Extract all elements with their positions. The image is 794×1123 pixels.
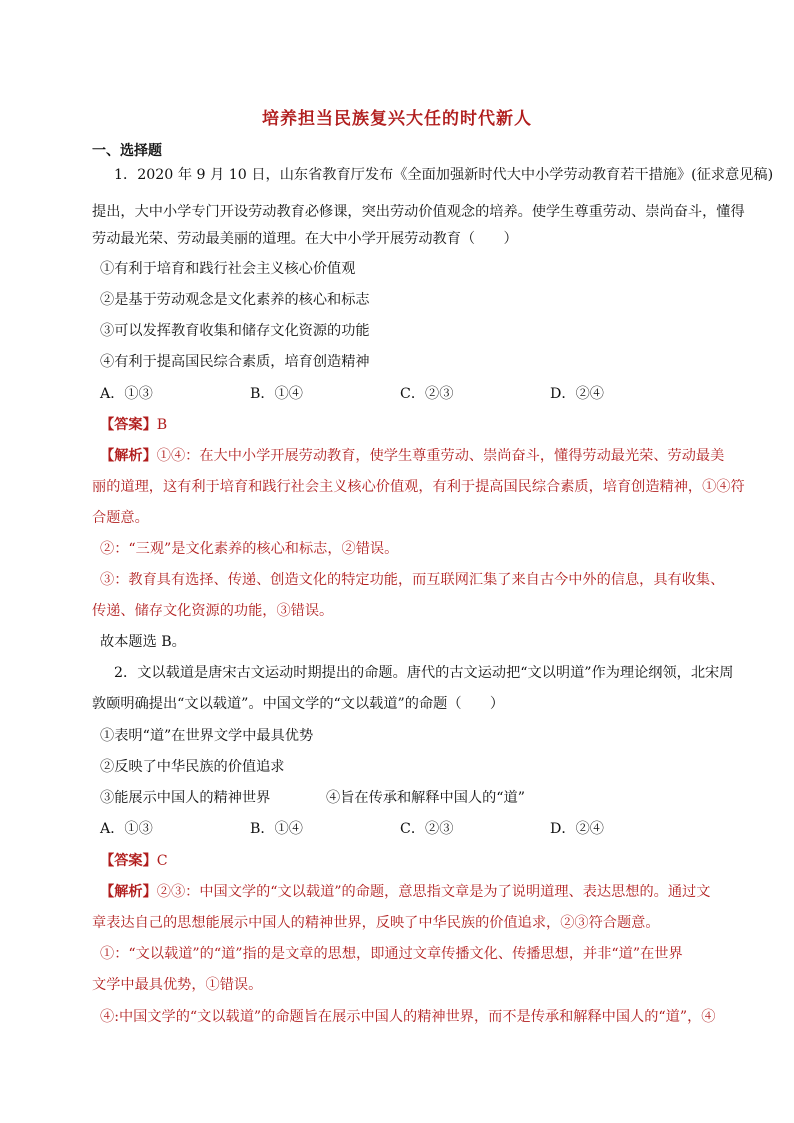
q2-answer xyxy=(100,854,168,868)
option-a: A．①③ xyxy=(100,386,153,402)
q1-stem-line: 提出，大中小学专门开设劳动教育必修课，突出劳动价值观念的培养。使学生尊重劳动、崇尚奋斗，懂得 xyxy=(92,204,745,220)
answer-tag: 【答案】 xyxy=(100,417,157,433)
option-d: D．②④ xyxy=(550,386,604,402)
q1-analysis-line: ③：教育具有选择、传递、创造文化的特定功能，而互联网汇集了来自古今中外的信息，具有收集、 xyxy=(100,572,725,588)
option-c: C．②③ xyxy=(400,386,454,402)
option-b: B．①④ xyxy=(250,821,303,837)
q1-options xyxy=(100,387,604,401)
analysis-tag: 【解析】 xyxy=(100,884,157,900)
q2-analysis-line: ④:中国文学的“文以载道”的命题旨在展示中国人的精神世界，而不是传承和解释中国人的“道”，④ xyxy=(100,1009,716,1025)
q1-analysis-line xyxy=(100,449,724,463)
q2-analysis-line: 文学中最具优势，①错误。 xyxy=(92,977,263,993)
q1-analysis-line: 丽的道理，这有利于培育和践行社会主义核心价值观，有利于提高国民综合素质，培育创造精神，①④符 xyxy=(92,479,745,495)
q2-analysis-line xyxy=(100,885,710,899)
q1-item: ④有利于提高国民综合素质，培育创造精神 xyxy=(100,354,370,370)
section-heading: 一、选择题 xyxy=(92,143,162,159)
q1-item: ②是基于劳动观念是文化素养的核心和标志 xyxy=(100,292,370,308)
answer-tag: 【答案】 xyxy=(100,853,157,869)
q1-stem-line: 1．2020 年 9 月 10 日，山东省教育厅发布《全面加强新时代大中小学劳动教育若干措施》(征求意见稿) xyxy=(114,167,774,183)
q2-item: ①表明“道”在世界文学中最具优势 xyxy=(100,728,314,744)
q1-answer xyxy=(100,418,167,432)
q1-item: ③可以发挥教育收集和储存文化资源的功能 xyxy=(100,323,370,339)
q1-analysis-line: ②：“三观”是文化素养的核心和标志，②错误。 xyxy=(100,541,399,557)
q1-analysis-line: 传递、储存文化资源的功能，③错误。 xyxy=(92,603,334,619)
option-a: A．①③ xyxy=(100,821,153,837)
q2-stem-line: 敦颐明确提出“文以载道”。中国文学的“文以载道”的命题（ ） xyxy=(92,696,505,712)
analysis-tag: 【解析】 xyxy=(100,448,157,464)
option-d: D．②④ xyxy=(550,821,604,837)
document-title: 培养担当民族复兴大任的时代新人 xyxy=(262,109,532,129)
answer-value: B xyxy=(156,417,168,433)
option-b: B．①④ xyxy=(250,386,303,402)
option-c: C．②③ xyxy=(400,821,454,837)
analysis-text: ②③：中国文学的“文以载道”的命题，意思指文章是为了说明道理、表达思想的。通过文 xyxy=(156,884,711,900)
q2-item: ④旨在传承和解释中国人的“道” xyxy=(326,790,525,806)
q2-options xyxy=(100,822,604,836)
q2-item: ③能展示中国人的精神世界 xyxy=(100,790,271,806)
q1-stem-line: 劳动最光荣、劳动最美丽的道理。在大中小学开展劳动教育（ ） xyxy=(92,231,518,247)
q2-analysis-line: ①：“文以载道”的“道”指的是文章的思想，即通过文章传播文化、传播思想，并非“道”在世界 xyxy=(100,946,683,962)
q2-item-row xyxy=(100,791,525,805)
q2-stem-line: 2．文以载道是唐宋古文运动时期提出的命题。唐代的古文运动把“文以明道”作为理论纲领，北宋周 xyxy=(114,665,734,681)
answer-value: C xyxy=(156,853,168,869)
q2-analysis-line: 章表达自己的思想能展示中国人的精神世界，反映了中华民族的价值追求，②③符合题意。 xyxy=(92,915,660,931)
q2-item: ②反映了中华民族的价值追求 xyxy=(100,759,285,775)
q1-conclusion: 故本题选 B。 xyxy=(100,634,186,650)
q1-item: ①有利于培育和践行社会主义核心价值观 xyxy=(100,261,356,277)
analysis-text: ①④：在大中小学开展劳动教育，使学生尊重劳动、崇尚奋斗，懂得劳动最光荣、劳动最美 xyxy=(156,448,725,464)
q1-analysis-line: 合题意。 xyxy=(92,510,149,526)
